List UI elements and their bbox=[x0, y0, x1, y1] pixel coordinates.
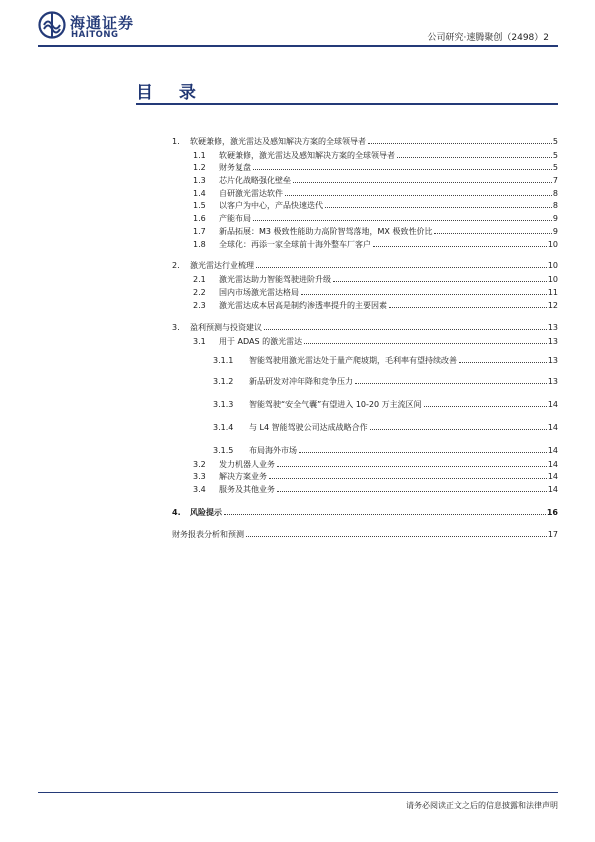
toc-entry[interactable] bbox=[172, 530, 558, 540]
toc-entry-label: 发力机器人业务 bbox=[219, 460, 275, 469]
logo-text-en: HAITONG bbox=[71, 30, 119, 40]
toc-entry[interactable] bbox=[213, 356, 558, 366]
toc-entry[interactable] bbox=[193, 214, 558, 224]
toc-entry-label: 激光雷达助力智能驾驶进阶升级 bbox=[219, 275, 331, 284]
toc-leader-dots bbox=[253, 169, 552, 170]
toc-entry[interactable] bbox=[193, 288, 558, 298]
toc-entry-number: 3.1 bbox=[193, 337, 206, 346]
toc-entry-label: 财务报表分析和预测 bbox=[172, 530, 244, 539]
footer-disclaimer: 请务必阅读正文之后的信息披露和法律声明 bbox=[406, 801, 558, 810]
toc-leader-dots bbox=[224, 514, 546, 515]
toc-entry-page: 11 bbox=[547, 288, 558, 297]
toc-entry-page: 5 bbox=[552, 137, 558, 146]
toc-leader-dots bbox=[301, 294, 547, 295]
toc-entry-label: 用于 ADAS 的激光雷达 bbox=[219, 337, 303, 346]
toc-entry-number: 2.2 bbox=[193, 288, 206, 297]
haitong-logo-icon bbox=[38, 10, 66, 40]
toc-entry[interactable] bbox=[193, 301, 558, 311]
toc-leader-dots bbox=[370, 429, 547, 430]
footer-divider bbox=[38, 792, 558, 793]
toc-entry-number: 3.3 bbox=[193, 472, 206, 481]
toc-entry-page: 5 bbox=[552, 163, 558, 172]
toc-entry-label: 服务及其他业务 bbox=[219, 485, 275, 494]
page-header bbox=[0, 0, 595, 50]
toc-leader-dots bbox=[333, 281, 547, 282]
logo-text-cn: 海通证券 bbox=[70, 14, 135, 32]
toc-entry[interactable] bbox=[193, 176, 558, 186]
haitong-logo bbox=[38, 10, 148, 44]
toc-entry-page: 14 bbox=[547, 423, 558, 432]
toc-entry[interactable] bbox=[193, 472, 558, 482]
toc-entry-number: 3.1.1 bbox=[213, 356, 234, 365]
toc-entry-number: 2.1 bbox=[193, 275, 206, 284]
toc-leader-dots bbox=[277, 466, 547, 467]
toc-entry-number: 3.1.5 bbox=[213, 446, 234, 455]
toc-entry-label: 智能驾驶“安全气囊”有望进入 10-20 万主流区间 bbox=[249, 400, 422, 409]
toc-entry[interactable] bbox=[193, 337, 558, 347]
toc-entry[interactable] bbox=[213, 423, 558, 433]
toc-entry-number: 3.2 bbox=[193, 460, 206, 469]
toc-entry-page: 10 bbox=[547, 240, 558, 249]
toc-entry-page: 14 bbox=[547, 472, 558, 481]
toc-entry[interactable] bbox=[193, 151, 558, 161]
toc-leader-dots bbox=[253, 220, 552, 221]
toc-entry-number: 1.6 bbox=[193, 214, 206, 223]
toc-leader-dots bbox=[264, 329, 547, 330]
toc-title-divider bbox=[136, 103, 558, 105]
toc-entry-page: 9 bbox=[552, 214, 558, 223]
toc-entry-number: 2. bbox=[172, 261, 180, 270]
toc-entry-number: 1.1 bbox=[193, 151, 206, 160]
toc-entry-label: 激光雷达成本居高是制约渗透率提升的主要因素 bbox=[219, 301, 387, 310]
toc-entry-page: 12 bbox=[547, 301, 558, 310]
toc-leader-dots bbox=[355, 383, 547, 384]
toc-entry-number: 1.7 bbox=[193, 227, 206, 236]
toc-entry-label: 激光雷达行业梳理 bbox=[190, 261, 254, 270]
toc-leader-dots bbox=[269, 478, 547, 479]
toc-entry-page: 14 bbox=[547, 485, 558, 494]
toc-entry-page: 17 bbox=[547, 530, 558, 539]
toc-entry-label: 芯片化战略强化壁垒 bbox=[219, 176, 291, 185]
toc-entry-page: 9 bbox=[552, 227, 558, 236]
toc-entry-number: 1.3 bbox=[193, 176, 206, 185]
toc-leader-dots bbox=[389, 307, 547, 308]
toc-leader-dots bbox=[397, 157, 552, 158]
toc-entry-page: 13 bbox=[547, 377, 558, 386]
toc-entry-number: 3. bbox=[172, 323, 180, 332]
toc-leader-dots bbox=[373, 246, 547, 247]
toc-leader-dots bbox=[293, 182, 552, 183]
toc-entry-number: 3.4 bbox=[193, 485, 206, 494]
toc-entry-label: 全球化：再添一家全球前十海外整车厂客户 bbox=[219, 240, 371, 249]
toc-entry[interactable] bbox=[172, 323, 558, 333]
header-breadcrumb: 公司研究·速腾聚创（2498）2 bbox=[427, 33, 549, 43]
toc-entry-page: 8 bbox=[552, 189, 558, 198]
toc-leader-dots bbox=[424, 406, 547, 407]
toc-entry-label: 新品研发对冲年降和竞争压力 bbox=[249, 377, 353, 386]
toc-leader-dots bbox=[368, 143, 552, 144]
toc-entry-number: 1.2 bbox=[193, 163, 206, 172]
toc-entry-page: 5 bbox=[552, 151, 558, 160]
toc-entry-page: 10 bbox=[547, 261, 558, 270]
toc-entry[interactable] bbox=[193, 189, 558, 199]
toc-leader-dots bbox=[299, 452, 547, 453]
toc-leader-dots bbox=[459, 362, 547, 363]
toc-entry-label: 盈利预测与投资建议 bbox=[190, 323, 262, 332]
toc-entry-page: 7 bbox=[552, 176, 558, 185]
toc-entry[interactable] bbox=[193, 227, 558, 237]
toc-entry-label: 智能驾驶用激光雷达处于量产爬坡期，毛利率有望持续改善 bbox=[249, 356, 457, 365]
toc-leader-dots bbox=[325, 207, 552, 208]
toc-entry-label: 风险提示 bbox=[190, 508, 222, 517]
toc-entry[interactable] bbox=[213, 377, 558, 387]
toc-entry[interactable] bbox=[193, 275, 558, 285]
toc-entry[interactable] bbox=[172, 261, 558, 271]
toc-entry-label: 与 L4 智能驾驶公司达成战略合作 bbox=[249, 423, 368, 432]
toc-entry-page: 13 bbox=[547, 323, 558, 332]
toc-entry-label: 财务复盘 bbox=[219, 163, 251, 172]
toc-entry-number: 3.1.2 bbox=[213, 377, 234, 386]
toc-entry-label: 自研激光雷达软件 bbox=[219, 189, 283, 198]
toc-entry[interactable] bbox=[213, 400, 558, 410]
toc-entry-label: 软硬兼修，激光雷达及感知解决方案的全球领导者 bbox=[219, 151, 395, 160]
toc-entry-page: 8 bbox=[552, 201, 558, 210]
toc-entry-page: 13 bbox=[547, 337, 558, 346]
toc-entry-number: 1. bbox=[172, 137, 180, 146]
toc-title: 目 录 bbox=[136, 83, 206, 103]
toc-entry-page: 14 bbox=[547, 460, 558, 469]
toc-entry-number: 1.8 bbox=[193, 240, 206, 249]
toc-entry[interactable] bbox=[193, 485, 558, 495]
toc-entry[interactable] bbox=[193, 201, 558, 211]
toc-leader-dots bbox=[304, 343, 547, 344]
toc-entry-label: 产能布局 bbox=[219, 214, 251, 223]
toc-entry[interactable] bbox=[193, 460, 558, 470]
toc-entry-number: 1.4 bbox=[193, 189, 206, 198]
toc-entry-label: 以客户为中心，产品快速迭代 bbox=[219, 201, 323, 210]
toc-entry[interactable] bbox=[193, 163, 558, 173]
toc-entry[interactable] bbox=[172, 137, 558, 147]
toc-entry-number: 2.3 bbox=[193, 301, 206, 310]
toc-entry[interactable] bbox=[193, 240, 558, 250]
toc-leader-dots bbox=[434, 233, 551, 234]
toc-entry-label: 布局海外市场 bbox=[249, 446, 297, 455]
toc-entry-page: 13 bbox=[547, 356, 558, 365]
toc-entry-number: 4. bbox=[172, 508, 181, 517]
toc-entry-page: 16 bbox=[546, 508, 558, 517]
toc-entry[interactable] bbox=[172, 508, 558, 518]
header-divider bbox=[38, 45, 558, 47]
toc-entry-number: 1.5 bbox=[193, 201, 206, 210]
toc-entry-page: 14 bbox=[547, 400, 558, 409]
toc-leader-dots bbox=[285, 195, 552, 196]
toc-entry-label: 国内市场激光雷达格局 bbox=[219, 288, 299, 297]
toc-entry-number: 3.1.4 bbox=[213, 423, 234, 432]
toc-entry-label: 软硬兼修，激光雷达及感知解决方案的全球领导者 bbox=[190, 137, 366, 146]
toc-entry-label: 新品拓展：M3 极致性能助力高阶智驾落地，MX 极致性价比 bbox=[219, 227, 433, 236]
toc-entry-label: 解决方案业务 bbox=[219, 472, 267, 481]
toc-leader-dots bbox=[277, 491, 547, 492]
toc-entry-page: 10 bbox=[547, 275, 558, 284]
toc-leader-dots bbox=[246, 536, 547, 537]
toc-leader-dots bbox=[256, 267, 547, 268]
toc-entry-page: 14 bbox=[547, 446, 558, 455]
toc-entry-number: 3.1.3 bbox=[213, 400, 234, 409]
toc-entry[interactable] bbox=[213, 446, 558, 456]
